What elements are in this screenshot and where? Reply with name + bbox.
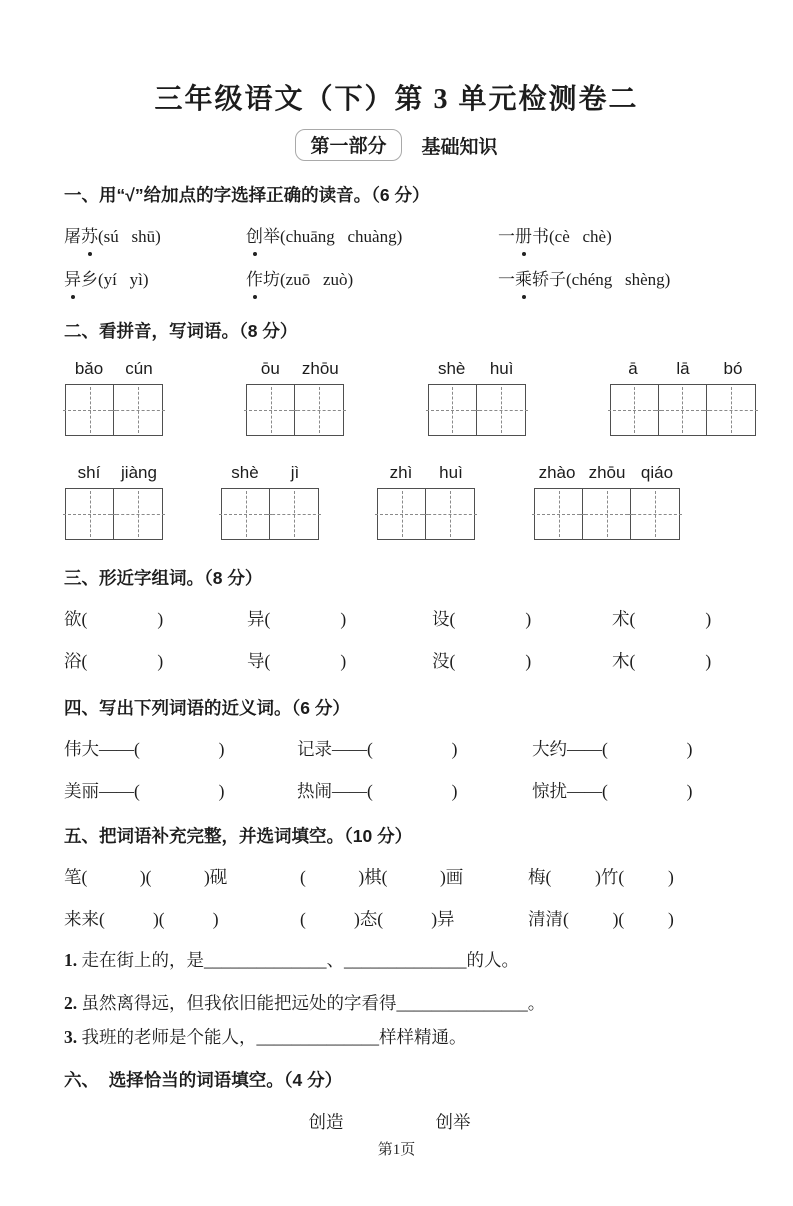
pinyin-syllable: ōu: [260, 359, 280, 378]
grid-cell: [295, 385, 343, 435]
phonetic-item: [64, 224, 246, 250]
plain-char: 屠: [64, 227, 81, 246]
character-grid: [65, 488, 163, 540]
pinyin-syllable: ā: [628, 359, 638, 378]
phonetic-item: [246, 267, 498, 293]
phonetic-item: [246, 224, 498, 250]
grid-cell: [247, 385, 295, 435]
pinyin-label: [64, 358, 164, 380]
word-blank: 异( ): [247, 609, 347, 629]
pinyin-writing-grid: [245, 358, 345, 436]
pinyin-writing-grid: [64, 462, 164, 540]
writing-grid-row-1: [64, 358, 758, 436]
pinyin-syllable: huì: [489, 359, 514, 378]
word-option: 创造: [308, 1112, 344, 1132]
pinyin-label: [427, 358, 527, 380]
page-title: 三年级语文（下）第 3 单元检测卷二: [154, 84, 639, 115]
dotted-char: 创: [246, 224, 263, 250]
pinyin-syllable: bó: [723, 359, 743, 378]
section6-heading: 六、 选择恰当的词语填空。（4 分）: [64, 1070, 343, 1090]
grid-cell: [583, 489, 631, 539]
phonetic-item: [498, 267, 759, 293]
dotted-char: 乘: [515, 267, 532, 293]
pinyin-writing-grid: [608, 358, 758, 436]
part-badge: 第一部分: [295, 129, 401, 161]
fill-in-question-1: [64, 947, 759, 973]
pinyin-syllable: cún: [125, 359, 153, 378]
part-banner: [0, 129, 793, 161]
question-number: 1.: [64, 950, 78, 970]
exam-body: [0, 183, 793, 1134]
synonym-row-2: [64, 779, 759, 804]
character-grid: [377, 488, 475, 540]
question-text: 虽然离得远，但我依旧能把远处的字看得_______________。: [77, 993, 546, 1013]
grid-cell: [114, 385, 162, 435]
grid-cell: [378, 489, 426, 539]
pinyin-syllable: huì: [439, 463, 463, 482]
word-option: 创举: [435, 1112, 471, 1132]
grid-cell: [707, 385, 755, 435]
pinyin-syllable: jiàng: [121, 463, 157, 482]
synonym-blank: 美丽——( ): [64, 781, 225, 801]
word-blank: 没( ): [432, 651, 532, 671]
pinyin-writing-grid: [427, 358, 527, 436]
idiom-completion-row-1: [64, 865, 759, 890]
word-blank: 术( ): [612, 609, 712, 629]
grid-cell: [426, 489, 474, 539]
pinyin-options: 轿子(chéng shèng): [532, 270, 671, 289]
grid-cell: [535, 489, 583, 539]
section5-heading: 五、把词语补充完整，并选词填空。（10 分）: [64, 826, 413, 846]
page-number: 第1页: [377, 1142, 416, 1158]
synonym-blank: 大约——( ): [532, 739, 693, 759]
synonym-blank: 伟大——( ): [64, 739, 225, 759]
dotted-char: 苏: [81, 224, 98, 250]
fill-in-question-2: [64, 990, 759, 1016]
idiom-blank: 来来( )( ): [64, 909, 219, 929]
pinyin-writing-grid: [64, 358, 164, 436]
word-blank: 设( ): [432, 609, 532, 629]
idiom-blank: 梅( )竹( ): [528, 867, 674, 887]
idiom-completion-row-2: [64, 907, 759, 932]
dotted-char: 作: [246, 267, 263, 293]
idiom-blank: ( )态( )异: [300, 909, 455, 929]
grid-cell: [270, 489, 318, 539]
plain-char: 一: [498, 270, 515, 289]
pinyin-syllable: shè: [231, 463, 259, 482]
character-grid: [428, 384, 526, 436]
grid-cell: [66, 385, 114, 435]
pinyin-syllable: shè: [437, 359, 466, 378]
grid-cell: [631, 489, 679, 539]
grid-cell: [66, 489, 114, 539]
character-grid: [610, 384, 756, 436]
pinyin-syllable: lā: [676, 359, 690, 378]
pinyin-syllable: qiáo: [640, 463, 674, 482]
word-blank: 导( ): [247, 651, 347, 671]
question-text: 我班的老师是个能人，______________样样精通。: [77, 1027, 467, 1047]
grid-cell: [429, 385, 477, 435]
grid-cell: [659, 385, 707, 435]
character-grid: [221, 488, 319, 540]
pinyin-syllable: zhōu: [588, 463, 626, 482]
pinyin-writing-grid: [532, 462, 682, 540]
question-text: 走在街上的，是______________、______________的人。: [77, 950, 519, 970]
character-grid: [65, 384, 163, 436]
fill-in-question-3: [64, 1024, 759, 1050]
section4-heading: 四、写出下列词语的近义词。（6 分）: [64, 698, 350, 718]
character-grid: [246, 384, 344, 436]
pinyin-writing-grid: [376, 462, 476, 540]
grid-cell: [222, 489, 270, 539]
pinyin-syllable: zhì: [389, 463, 413, 482]
synonym-blank: 惊扰——( ): [532, 781, 693, 801]
word-blank: 木( ): [612, 651, 712, 671]
word-forming-row-2: [64, 649, 759, 674]
pronunciation-row-2: [64, 267, 759, 293]
dotted-char: 册: [515, 224, 532, 250]
pinyin-options: 乡(yí yì): [81, 270, 149, 289]
pinyin-label: [64, 462, 164, 484]
pinyin-options: 坊(zuō zuò): [263, 270, 354, 289]
plain-char: 一: [498, 227, 515, 246]
section1-heading: 一、用“√”给加点的字选择正确的读音。（6 分）: [64, 185, 430, 205]
exam-page: [0, 84, 793, 1206]
pinyin-options: 举(chuāng chuàng): [263, 227, 403, 246]
pinyin-label: [608, 358, 758, 380]
question-number: 3.: [64, 1027, 78, 1047]
pinyin-label: [532, 462, 682, 484]
pinyin-syllable: bǎo: [74, 359, 104, 378]
pinyin-label: [245, 358, 345, 380]
word-forming-row-1: [64, 607, 759, 632]
question-number: 2.: [64, 993, 78, 1013]
dotted-char: 异: [64, 267, 81, 293]
pinyin-options: (sú shū): [98, 227, 161, 246]
pinyin-label: [220, 462, 320, 484]
phonetic-item: [64, 267, 246, 293]
grid-cell: [477, 385, 525, 435]
pinyin-syllable: zhào: [538, 463, 576, 482]
grid-cell: [114, 489, 162, 539]
word-blank: 浴( ): [64, 651, 164, 671]
writing-grid-row-2: [64, 462, 759, 540]
idiom-blank: 清清( )( ): [528, 909, 674, 929]
synonym-row-1: [64, 737, 759, 762]
pinyin-writing-grid: [220, 462, 320, 540]
synonym-blank: 热闹——( ): [297, 781, 458, 801]
pinyin-syllable: jì: [290, 463, 300, 482]
section3-heading: 三、形近字组词。（8 分）: [64, 568, 263, 588]
pronunciation-row-1: [64, 224, 759, 250]
phonetic-item: [498, 224, 759, 250]
pinyin-label: [376, 462, 476, 484]
character-grid: [534, 488, 680, 540]
synonym-blank: 记录——( ): [297, 739, 458, 759]
pinyin-syllable: zhōu: [301, 359, 339, 378]
section2-heading: 二、看拼音，写词语。（8 分）: [64, 321, 298, 341]
word-blank: 欲( ): [64, 609, 164, 629]
grid-cell: [611, 385, 659, 435]
idiom-blank: ( )棋( )画: [300, 867, 464, 887]
part-title: 基础知识: [421, 136, 498, 158]
pinyin-options: 书(cè chè): [532, 227, 612, 246]
pinyin-syllable: shí: [77, 463, 101, 482]
idiom-blank: 笔( )( )砚: [64, 867, 228, 887]
